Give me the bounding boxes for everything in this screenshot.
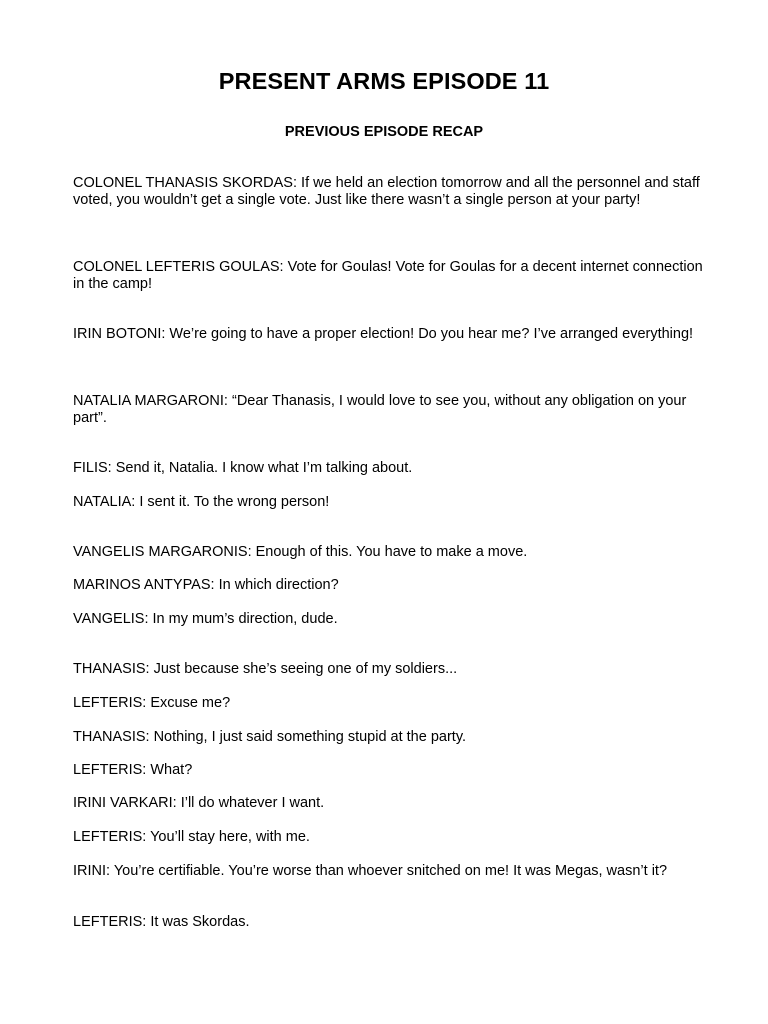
dialogue-paragraph: IRINI VARKARI: I’ll do whatever I want. — [73, 795, 325, 811]
dialogue-paragraph: FILIS: Send it, Natalia. I know what I’m talking about. — [73, 460, 413, 476]
dialogue-paragraph: COLONEL LEFTERIS GOULAS: Vote for Goulas! Vote for Goulas for a decent internet connection in the camp! — [73, 259, 703, 292]
dialogue-paragraph: THANASIS: Just because she’s seeing one of my soldiers... — [73, 661, 458, 677]
dialogue-paragraph: LEFTERIS: You’ll stay here, with me. — [73, 829, 310, 845]
dialogue-paragraph: IRINI: You’re certifiable. You’re worse than whoever snitched on me! It was Megas, wasn’t it? — [73, 863, 668, 879]
dialogue-paragraph: MARINOS ANTYPAS: In which direction? — [73, 577, 339, 593]
dialogue-paragraph: NATALIA: I sent it. To the wrong person! — [73, 494, 330, 510]
dialogue-paragraph: THANASIS: Nothing, I just said something stupid at the party. — [73, 729, 467, 745]
dialogue-paragraph: LEFTERIS: What? — [73, 762, 193, 778]
dialogue-paragraph: IRIN BOTONI: We’re going to have a proper election! Do you hear me? I’ve arranged everything! — [73, 326, 694, 342]
dialogue-paragraph: NATALIA MARGARONI: “Dear Thanasis, I would love to see you, without any obligation on your part”. — [73, 393, 687, 426]
document-subtitle: PREVIOUS EPISODE RECAP — [284, 124, 484, 140]
document-title: PRESENT ARMS EPISODE 11 — [218, 68, 550, 94]
dialogue-paragraph: LEFTERIS: It was Skordas. — [73, 914, 250, 930]
dialogue-paragraph: LEFTERIS: Excuse me? — [73, 695, 231, 711]
dialogue-paragraph: VANGELIS: In my mum’s direction, dude. — [73, 611, 338, 627]
dialogue-paragraph: VANGELIS MARGARONIS: Enough of this. You have to make a move. — [73, 544, 528, 560]
dialogue-paragraph: COLONEL THANASIS SKORDAS: If we held an election tomorrow and all the personnel and staff voted, you wouldn’t get a single vote. Just like there wasn’t a single person at your party! — [73, 175, 700, 208]
